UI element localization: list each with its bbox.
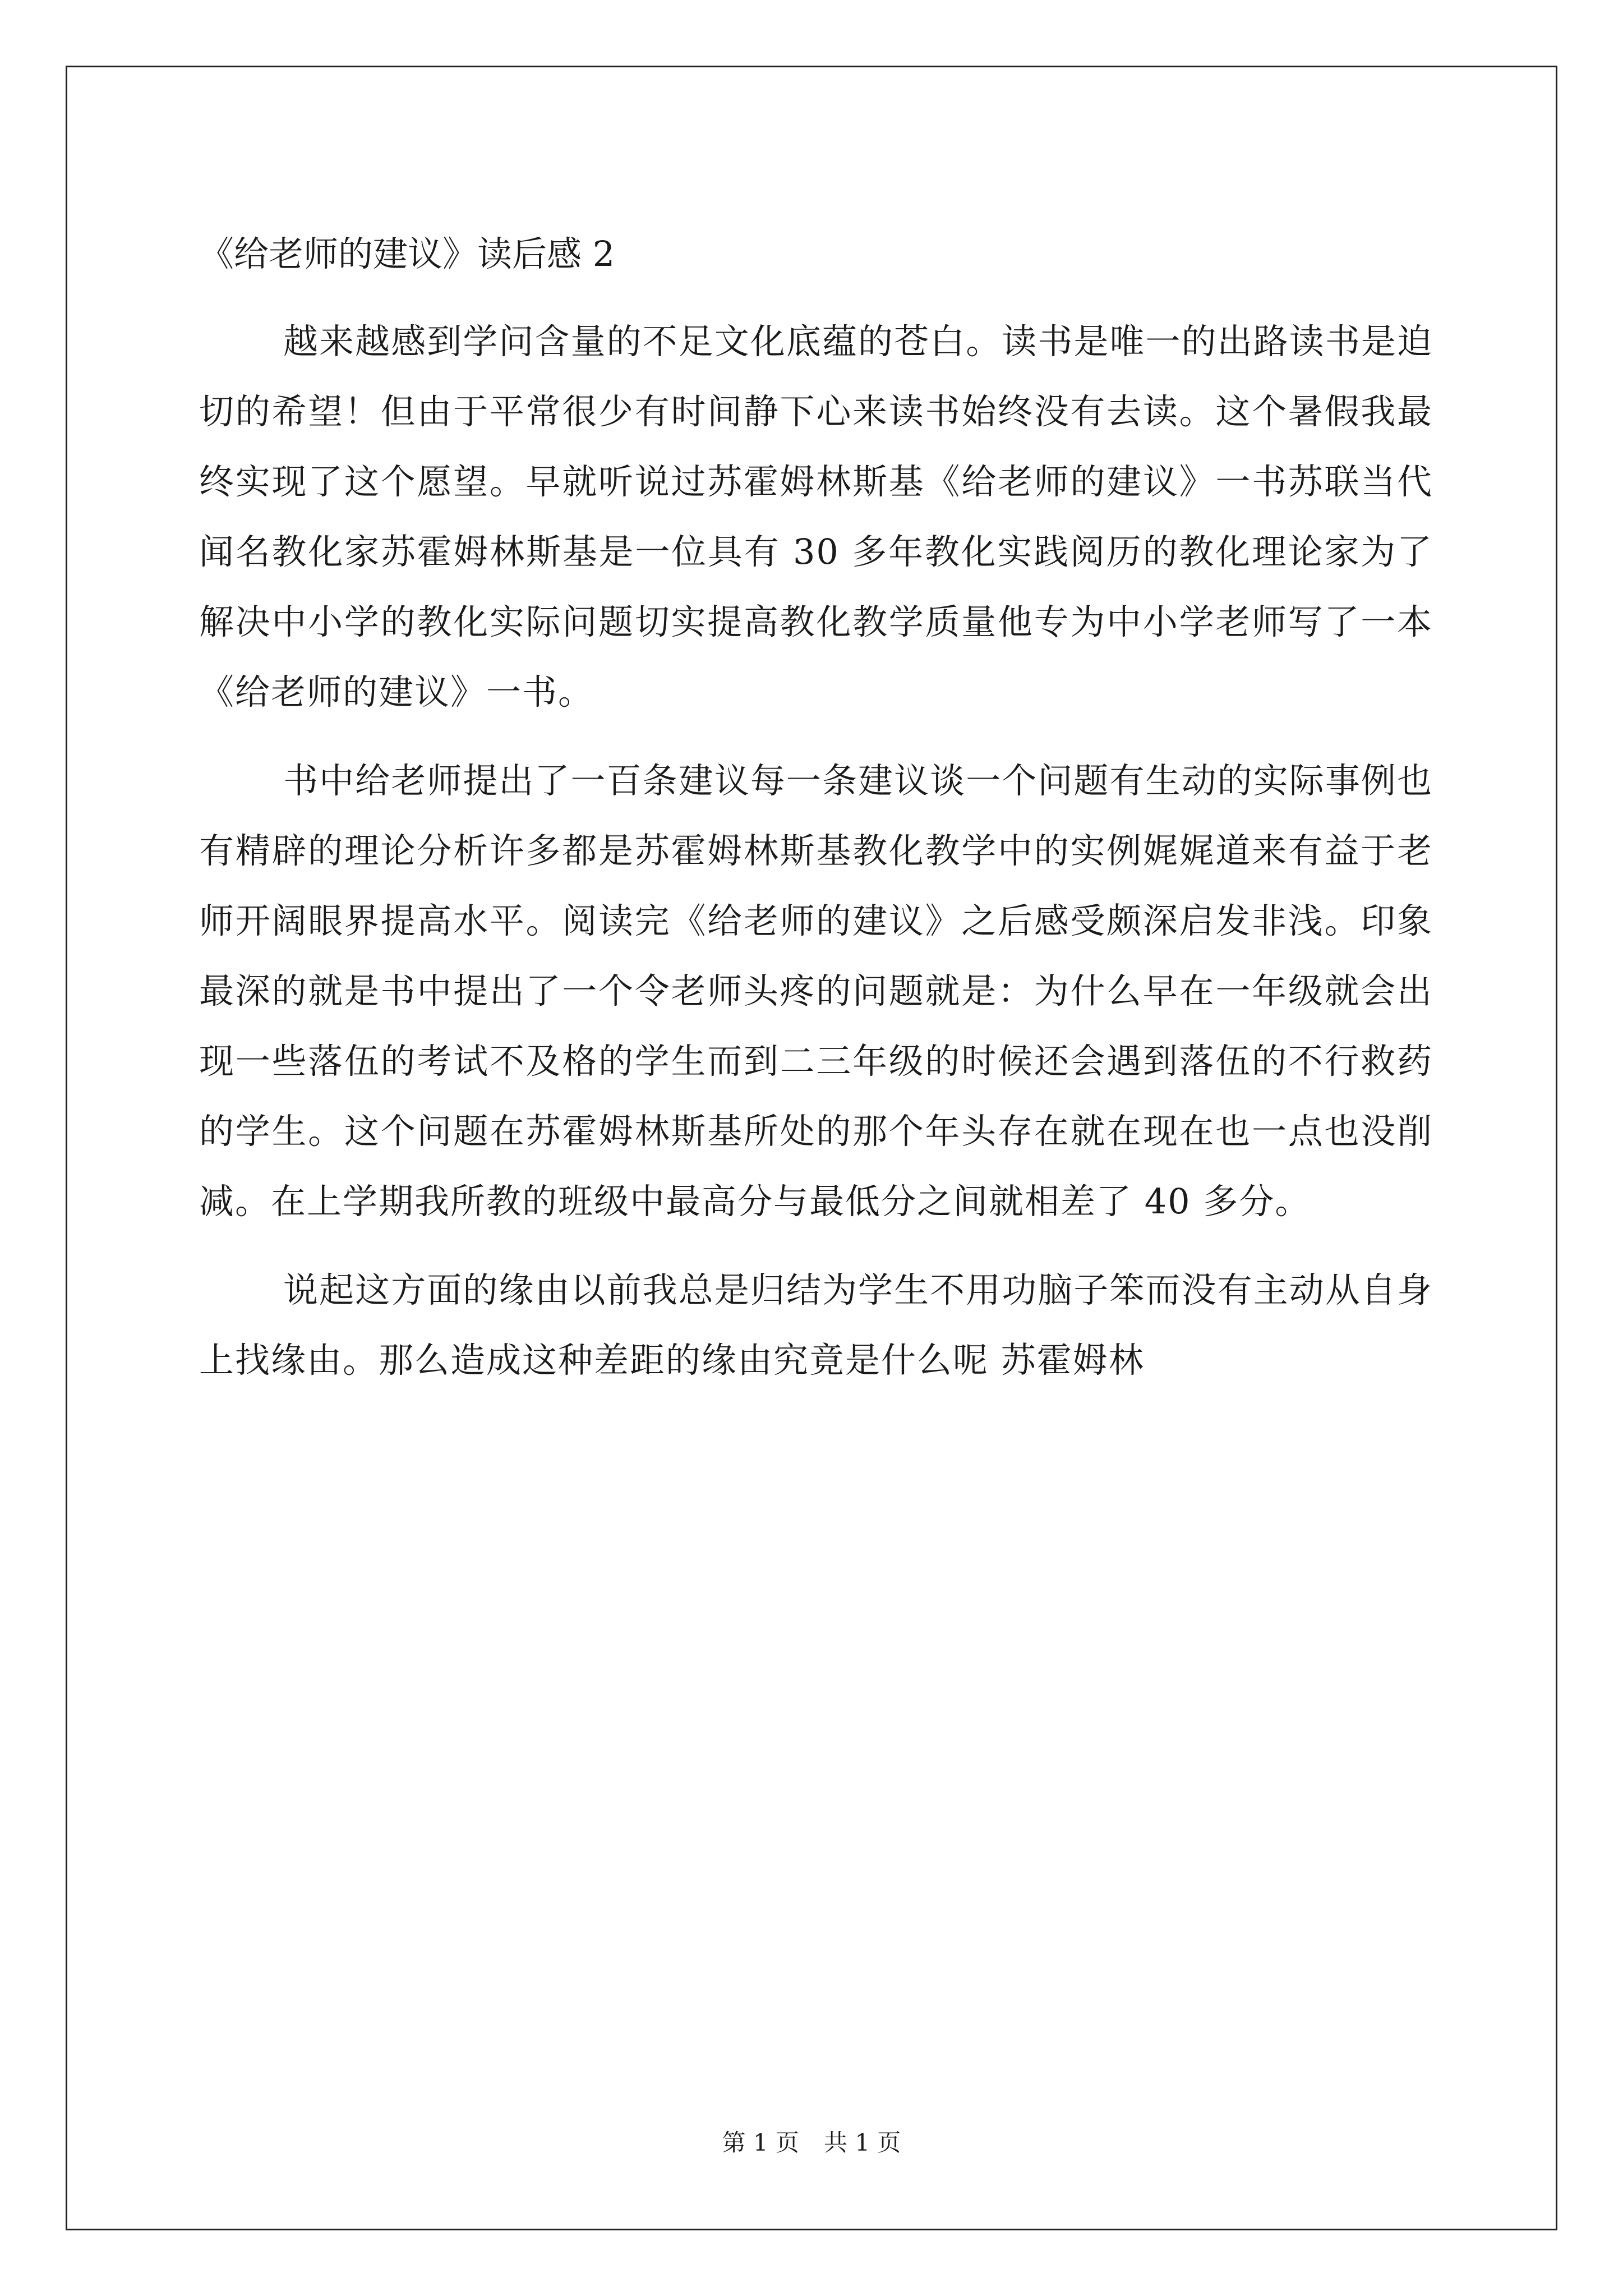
page-number: 第 1 页 [722,2129,799,2156]
paragraph-2: 书中给老师提出了一百条建议每一条建议谈一个问题有生动的实际事例也有精辟的理论分析许多都是苏霍姆林斯基教化教学中的实例娓娓道来有益于老师开阔眼界提高水平。阅读完《给老师的建议》之后感受颇深启发非浅。印象最深的就是书中提出了一个令老师头疼的问题就是：为什么早在一年级就会出现一些落伍的考试不及格的学生而到二三年级的时候还会遇到落伍的不行救药的学生。这个问题在苏霍姆林斯基所处的那个年头存在就在现在也一点也没削减。在上学期我所教的班级中最高分与最低分之间就相差了 40 多分。 [199,760,1433,1222]
document-body [199,219,1433,1395]
page-total: 共 1 页 [824,2129,901,2156]
paragraph-1: 越来越感到学问含量的不足文化底蕴的苍白。读书是唯一的出路读书是迫切的希望！但由于平常很少有时间静下心来读书始终没有去读。这个暑假我最终实现了这个愿望。早就听说过苏霍姆林斯基《给老师的建议》一书苏联当代闻名教化家苏霍姆林斯基是一位具有 30 多年教化实践阅历的教化理论家为了解决中小学的教化实际问题切实提高教化教学质量他专为中小学老师写了一本《给老师的建议》一书。 [199,321,1433,712]
paragraph-3: 说起这方面的缘由以前我总是归结为学生不用功脑子笨而没有主动从自身上找缘由。那么造成这种差距的缘由究竟是什么呢 苏霍姆林 [199,1269,1433,1381]
page-footer [0,2126,1623,2160]
document-title: 《给老师的建议》读后感 2 [199,233,615,274]
